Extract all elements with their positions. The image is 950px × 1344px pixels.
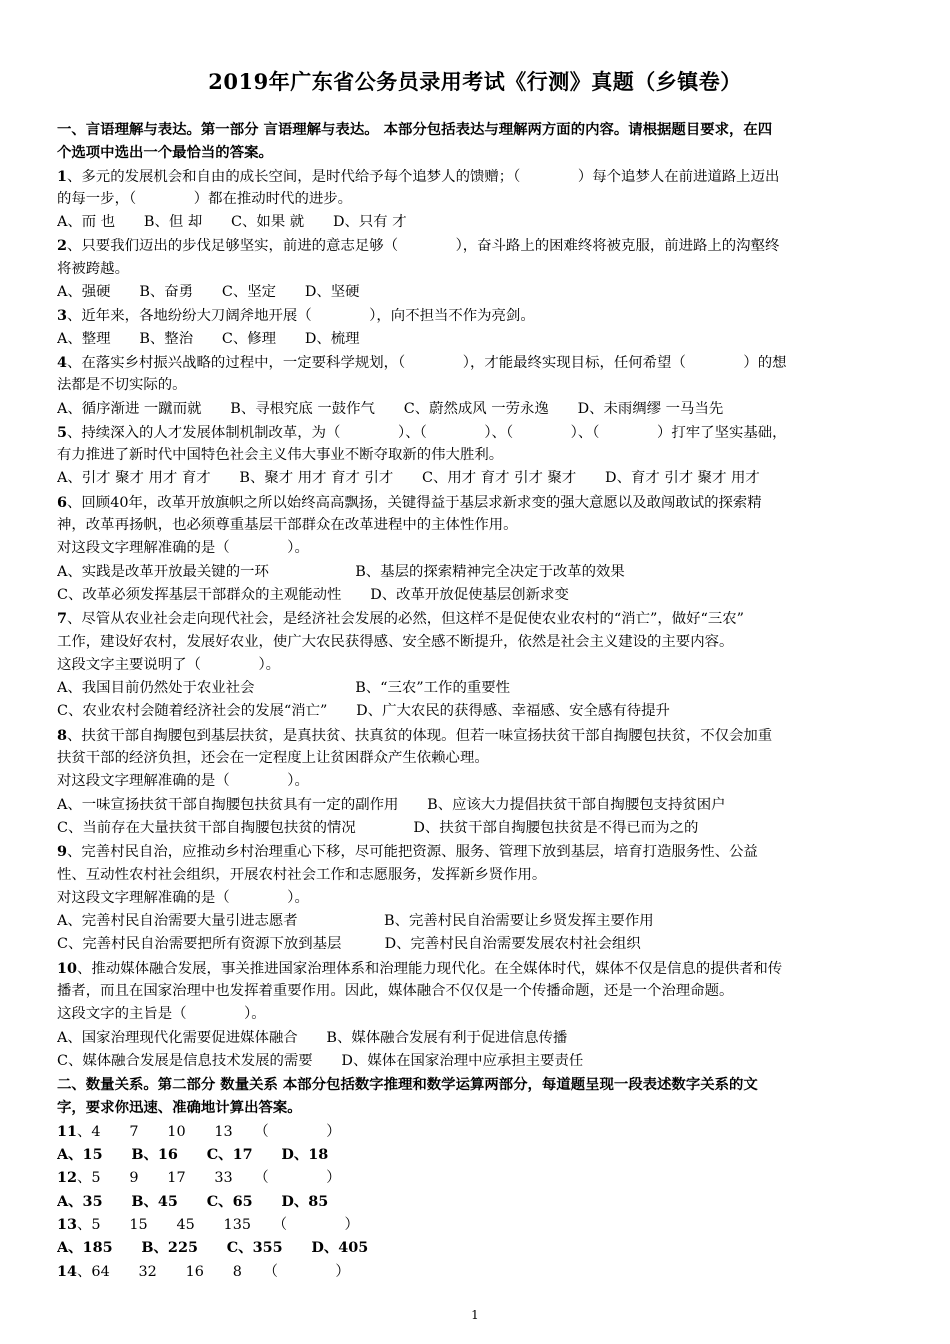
line-text: A、整理 B、整治 C、修理 D、梳理: [57, 330, 360, 347]
line-text: 、多元的发展机会和自由的成长空间，是时代给予每个追梦人的馈赠；（ ）每个追梦人在前进道路上迈出: [67, 168, 780, 185]
question-number: 10: [57, 959, 78, 977]
line-text: 有力推进了新时代中国特色社会主义伟大事业不断夺取新的伟大胜利。: [57, 447, 504, 464]
question-line: [57, 957, 895, 980]
question-line: [57, 724, 895, 747]
page-number: 1: [471, 1308, 479, 1322]
line-text: 、推动媒体融合发展，事关推进国家治理体系和治理能力现代化。在全媒体时代，媒体不仅是信息的提供者和传: [77, 960, 783, 977]
line-text: 工作，建设好农村，发展好农业，使广大农民获得感、安全感不断提升，依然是社会主义建设的主要内容。: [57, 633, 734, 650]
question-number: 13: [57, 1215, 78, 1233]
question-number: 8: [57, 726, 68, 744]
line-text: C、改革必须发挥基层干部群众的主观能动性 D、改革开放促使基层创新求变: [57, 586, 569, 603]
question-number: 7: [57, 610, 68, 628]
question-number: 12: [57, 1169, 78, 1187]
line-text: 对这段文字理解准确的是（ ）。: [57, 773, 309, 790]
line-text: 二、数量关系。第二部分 数量关系 本部分包括数字推理和数学运算两部分，每道题呈现一段表述数字关系的文: [57, 1076, 758, 1094]
text-line: [57, 584, 895, 607]
text-line: [57, 677, 895, 700]
line-text: 对这段文字理解准确的是（ ）。: [57, 889, 309, 906]
question-line: [57, 421, 895, 444]
question-number: 3: [57, 307, 68, 325]
question-line: [57, 840, 895, 863]
question-line: [57, 491, 895, 514]
text-line: [57, 654, 895, 677]
line-text: A、国家治理现代化需要促进媒体融合 B、媒体融合发展有利于促进信息传播: [57, 1029, 568, 1046]
question-number: 5: [57, 423, 68, 441]
question-line: [57, 304, 895, 327]
text-line: [57, 141, 895, 164]
text-line: [57, 398, 895, 421]
text-line: [57, 537, 895, 560]
line-text: 法都是不切实际的。: [57, 377, 187, 394]
text-line: [57, 1073, 895, 1096]
line-text: 、5 15 45 135 （ ）: [77, 1216, 359, 1233]
text-line: [57, 1050, 895, 1073]
line-text: C、当前存在大量扶贫干部自掏腰包扶贫的情况 D、扶贫干部自掏腰包扶贫是不得已而为之的: [57, 819, 699, 836]
line-text: A、引才 聚才 用才 育才 B、聚才 用才 育才 引才 C、用才 育才 引才 聚才 D、育才 引才 聚才 用才: [57, 470, 760, 487]
text-line: [57, 770, 895, 793]
text-line: [57, 374, 895, 397]
page-title: 2019年广东省公务员录用考试《行测》真题（乡镇卷）: [208, 69, 742, 94]
question-number: 2: [57, 237, 68, 255]
question-number: 9: [57, 843, 68, 861]
text-line: [57, 328, 895, 351]
text-line: [57, 188, 895, 211]
line-text: 、64 32 16 8 （ ）: [77, 1263, 350, 1280]
text-line: [57, 887, 895, 910]
question-line: [57, 1120, 895, 1143]
line-text: A、35 B、45 C、65 D、85: [57, 1192, 329, 1210]
text-line: [57, 747, 895, 770]
text-line: [57, 700, 895, 723]
question-number: 4: [57, 353, 68, 371]
question-line: [57, 234, 895, 257]
line-text: 字，要求你迅速、准确地计算出答案。: [57, 1099, 302, 1117]
text-line: [57, 444, 895, 467]
line-text: 、扶贫干部自掏腰包到基层扶贫，是真扶贫、扶真贫的体现。但若一味宣扬扶贫干部自掏腰包扶贫，不仅会加重: [67, 727, 773, 744]
question-number: 6: [57, 493, 68, 511]
line-text: 、回顾40年，改革开放旗帜之所以始终高高飘扬，关键得益于基层求新求变的强大意愿以及敢闯敢试的探索精: [67, 494, 762, 511]
question-line: [57, 351, 895, 374]
text-line: [57, 1027, 895, 1050]
line-text: C、媒体融合发展是信息技术发展的需要 D、媒体在国家治理中应承担主要责任: [57, 1052, 584, 1069]
text-line: [57, 817, 895, 840]
exam-content: [57, 118, 895, 1283]
text-line: [57, 631, 895, 654]
line-text: A、15 B、16 C、17 D、18: [57, 1146, 329, 1164]
question-line: [57, 165, 895, 188]
text-line: [57, 933, 895, 956]
text-line: [57, 910, 895, 933]
line-text: 、4 7 10 13 （ ）: [77, 1123, 341, 1140]
line-text: 、只要我们迈出的步伐足够坚实，前进的意志足够（ ），奋斗路上的困难终将被克服，前进路上的沟壑终: [67, 238, 780, 255]
text-line: [57, 258, 895, 281]
text-line: [57, 514, 895, 537]
line-text: 、在落实乡村振兴战略的过程中，一定要科学规划，（ ），才能最终实现目标，任何希望（ ）的想: [67, 354, 787, 371]
line-text: 性、互动性农村社会组织，开展农村社会工作和志愿服务，发挥新乡贤作用。: [57, 866, 547, 883]
line-text: 神，改革再扬帆，也必须尊重基层干部群众在改革进程中的主体性作用。: [57, 517, 518, 534]
text-line: [57, 980, 895, 1003]
text-line: [57, 467, 895, 490]
line-text: A、而 也 B、但 却 C、如果 就 D、只有 才: [57, 214, 407, 231]
text-line: [57, 1096, 895, 1119]
line-text: A、185 B、225 C、355 D、405: [57, 1239, 369, 1257]
line-text: A、我国目前仍然处于农业社会 B、“三农”工作的重要性: [57, 680, 511, 697]
line-text: 这段文字的主旨是（ ）。: [57, 1006, 266, 1023]
line-text: 的每一步，（ ）都在推动时代的进步。: [57, 190, 353, 207]
line-text: 、5 9 17 33 （ ）: [77, 1170, 341, 1187]
question-number: 11: [57, 1122, 78, 1140]
text-line: [57, 211, 895, 234]
question-line: [57, 607, 895, 630]
question-line: [57, 1213, 895, 1236]
question-number: 1: [57, 167, 68, 185]
text-line: [57, 864, 895, 887]
text-line: [57, 1003, 895, 1026]
line-text: 、完善村民自治，应推动乡村治理重心下移，尽可能把资源、服务、管理下放到基层，培育打造服务性、公益: [67, 844, 758, 861]
question-number: 14: [57, 1262, 78, 1280]
line-text: 一、言语理解与表达。第一部分 言语理解与表达。 本部分包括表达与理解两方面的内容。请根据题目要求，在四: [57, 121, 773, 138]
line-text: 、近年来，各地纷纷大刀阔斧地开展（ ），向不担当不作为亮剑。: [67, 308, 535, 325]
text-line: [57, 1143, 895, 1166]
text-line: [57, 118, 895, 141]
line-text: A、循序渐进 一蹴而就 B、寻根究底 一鼓作气 C、蔚然成风 一劳永逸 D、未雨绸缪 一马当先: [57, 400, 724, 417]
line-text: C、完善村民自治需要把所有资源下放到基层 D、完善村民自治需要发展农村社会组织: [57, 936, 641, 953]
line-text: A、实践是改革开放最关键的一环 B、基层的探索精神完全决定于改革的效果: [57, 563, 625, 580]
line-text: 、持续深入的人才发展体制机制改革，为（ ）、（ ）、（ ）、（ ）打牢了坚实基础，: [67, 424, 787, 441]
line-text: 对这段文字理解准确的是（ ）。: [57, 540, 309, 557]
question-line: [57, 1166, 895, 1189]
line-text: A、一味宣扬扶贫干部自掏腰包扶贫具有一定的副作用 B、应该大力提倡扶贫干部自掏腰包支持贫困户: [57, 796, 726, 813]
line-text: 个选项中选出一个最恰当的答案。: [57, 144, 273, 162]
line-text: C、农业农村会随着经济社会的发展“消亡” D、广大农民的获得感、幸福感、安全感有待提升: [57, 703, 670, 720]
line-text: 播者，而且在国家治理中也发挥着重要作用。因此，媒体融合不仅仅是一个传播命题，还是一个治理命题。: [57, 982, 734, 999]
line-text: 将被跨越。: [57, 260, 129, 277]
text-line: [57, 1190, 895, 1213]
line-text: 扶贫干部的经济负担，还会在一定程度上让贫困群众产生依赖心理。: [57, 750, 489, 767]
line-text: 、尽管从农业社会走向现代社会，是经济社会发展的必然，但这样不是促使农业农村的“消亡”，做好“三农”: [67, 611, 745, 628]
line-text: A、强硬 B、奋勇 C、坚定 D、坚硬: [57, 284, 360, 301]
line-text: A、完善村民自治需要大量引进志愿者 B、完善村民自治需要让乡贤发挥主要作用: [57, 913, 654, 930]
text-line: [57, 1236, 895, 1259]
text-line: [57, 561, 895, 584]
text-line: [57, 794, 895, 817]
line-text: 这段文字主要说明了（ ）。: [57, 656, 281, 673]
question-line: [57, 1260, 895, 1283]
text-line: [57, 281, 895, 304]
